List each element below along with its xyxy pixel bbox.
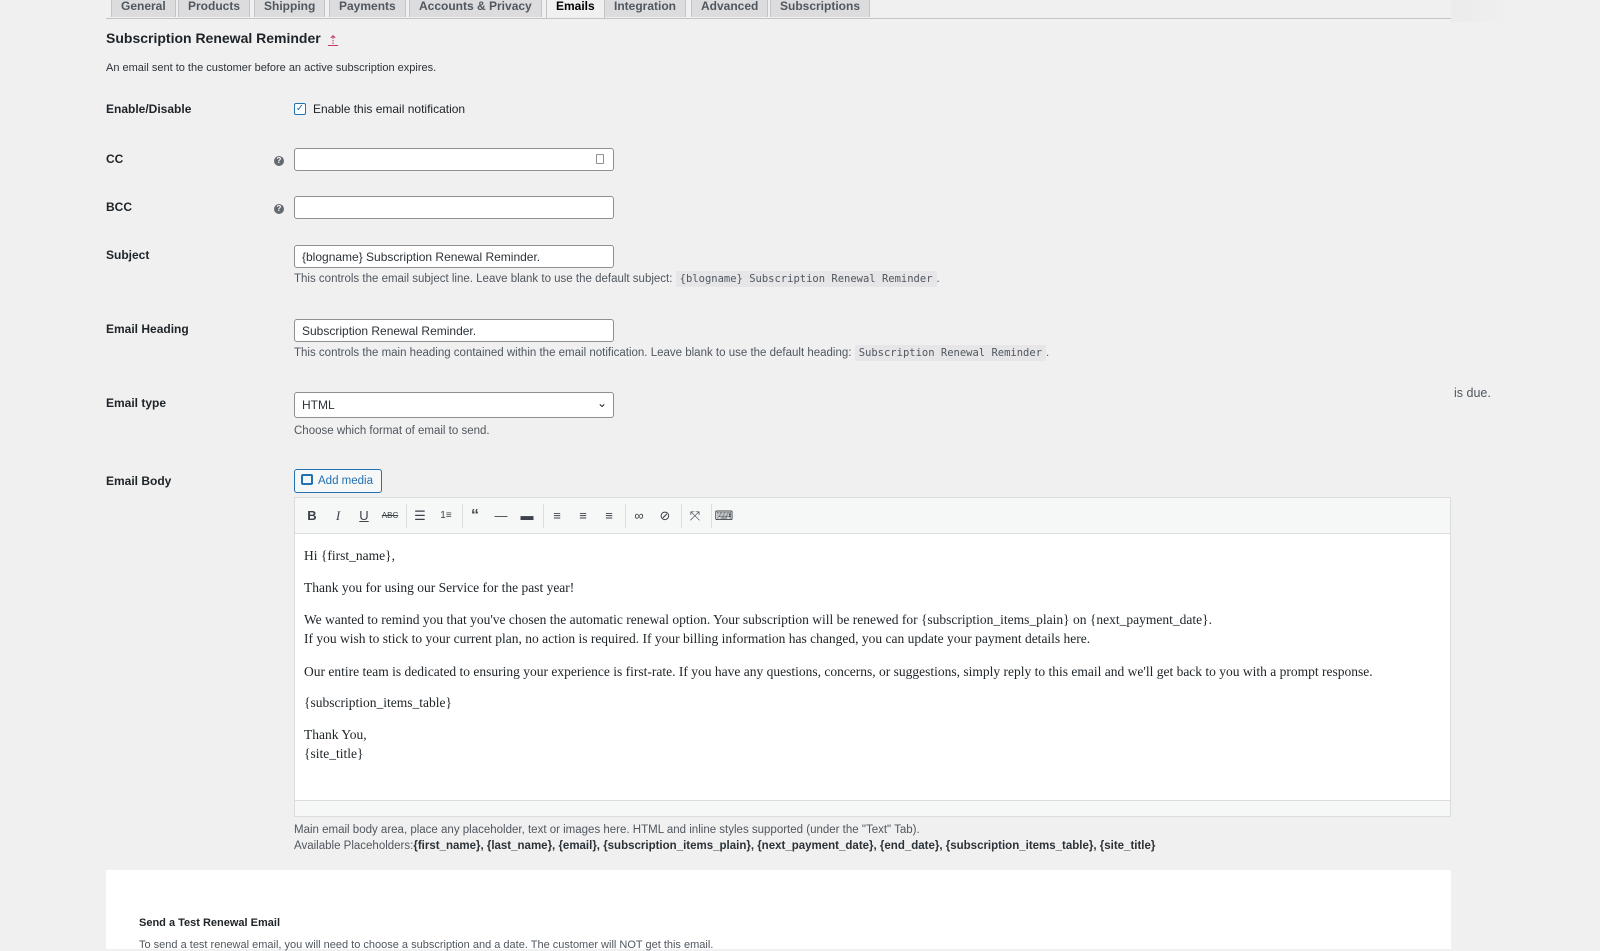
heading-label: Email Heading [106, 322, 189, 336]
heading-hint-text: This controls the main heading contained within the email notification. Leave blank to use the default heading: [294, 347, 852, 359]
bold-icon[interactable]: B [307, 508, 317, 523]
subject-hint-period: . [936, 273, 940, 285]
email-body-editor[interactable] [294, 533, 1451, 801]
body-line: {subscription_items_table} [304, 695, 452, 710]
tab-integration[interactable]: Integration [604, 0, 686, 17]
body-line: We wanted to remind you that you've chosen the automatic renewal option. Your subscription will be renewed for {subscription_items_plain} on {next_payment_date}. [304, 612, 1212, 627]
link-icon[interactable]: ∞ [634, 508, 644, 523]
placeholders-list: {first_name}, {last_name}, {email}, {subscription_items_plain}, {next_payment_date}, {end_date}, {subscription_items_table}, {site_title} [413, 840, 1156, 852]
body-line: Our entire team is dedicated to ensuring your experience is first-rate. If you have any questions, concerns, or suggestions, simply reply to this email and we'll get back to you with a prompt response. [304, 664, 1373, 679]
tab-advanced[interactable]: Advanced [691, 0, 768, 17]
chevron-down-icon: ⌄ [596, 396, 607, 410]
subject-hint [294, 273, 940, 285]
toolbar-separator [543, 504, 544, 528]
test-email-title: Send a Test Renewal Email [139, 917, 281, 929]
settings-tabs [106, 0, 1451, 19]
page-title: Subscription Renewal Reminder [106, 30, 321, 46]
tab-payments[interactable]: Payments [329, 0, 406, 17]
enable-label: Enable/Disable [106, 102, 192, 116]
read-more-icon[interactable]: ▬ [520, 508, 534, 523]
cc-help-icon[interactable]: ? [274, 156, 284, 166]
email-type-label: Email type [106, 396, 167, 410]
tab-bar-shadow [1451, 0, 1511, 22]
blockquote-icon[interactable]: “ [471, 507, 479, 524]
horizontal-rule-icon[interactable]: — [494, 508, 508, 523]
toolbar-separator [625, 504, 626, 528]
heading-input[interactable] [294, 319, 614, 342]
tab-general[interactable]: General [111, 0, 176, 17]
test-email-description-clipped [139, 939, 714, 951]
side-text: is due. [1454, 386, 1491, 400]
contact-card-icon [596, 154, 604, 164]
enable-checkbox-label[interactable]: Enable this email notification [313, 102, 466, 116]
cc-label: CC [106, 152, 124, 166]
toolbar-separator [462, 504, 463, 528]
bcc-help-icon[interactable]: ? [274, 204, 284, 214]
bcc-input[interactable] [294, 196, 614, 219]
page-description: An email sent to the customer before an active subscription expires. [106, 62, 437, 74]
align-right-icon[interactable]: ≡ [605, 508, 613, 523]
add-media-label: Add media [318, 475, 373, 487]
cc-input[interactable] [294, 148, 614, 171]
toolbar-separator [711, 504, 712, 528]
bcc-label: BCC [106, 200, 132, 214]
underline-icon[interactable]: U [359, 508, 369, 523]
tab-emails[interactable]: Emails [546, 0, 605, 18]
placeholders-prefix: Available Placeholders: [294, 840, 414, 852]
back-link-icon[interactable]: ⇡ [328, 33, 339, 47]
tab-shipping[interactable]: Shipping [254, 0, 325, 17]
heading-hint [294, 347, 1049, 359]
bullet-list-icon[interactable]: ☰ [414, 508, 426, 523]
body-line: Hi {first_name}, [304, 548, 395, 563]
email-body-hint-line2 [294, 838, 1155, 854]
body-line: If you wish to stick to your current plan, no action is required. If your billing information has changed, you can update your payment details here. [304, 631, 1091, 646]
email-body-hint-line1: Main email body area, place any placeholder, text or images here. HTML and inline styles supported (under the "Text" Tab). [294, 824, 920, 836]
strikethrough-icon[interactable]: ABC [381, 511, 399, 520]
tab-products[interactable]: Products [178, 0, 250, 17]
email-type-select[interactable] [294, 392, 614, 418]
subject-label: Subject [106, 248, 150, 262]
email-type-selected: HTML [302, 398, 335, 412]
align-left-icon[interactable]: ≡ [553, 508, 561, 523]
body-line: Thank you for using our Service for the past year! [304, 580, 575, 595]
unlink-icon[interactable]: ⊘ [659, 508, 671, 523]
editor-resize-bar[interactable] [294, 801, 1451, 817]
toolbar-separator [681, 504, 682, 528]
test-email-description: To send a test renewal email, you will need to choose a subscription and a date. The customer will NOT get this email. [139, 939, 714, 951]
toolbar-toggle-icon[interactable]: ⌨ [714, 508, 734, 523]
editor-toolbar [294, 497, 1451, 533]
subject-hint-text: This controls the email subject line. Leave blank to use the default subject: [294, 273, 673, 285]
heading-default-code: Subscription Renewal Reminder [855, 345, 1046, 361]
numbered-list-icon[interactable]: 1≡ [440, 510, 452, 521]
subject-input[interactable] [294, 245, 614, 268]
body-line: Thank You, [304, 727, 367, 742]
enable-checkbox[interactable]: ✓ [295, 103, 305, 114]
align-center-icon[interactable]: ≡ [579, 508, 587, 523]
email-type-hint: Choose which format of email to send. [294, 425, 490, 437]
tab-accounts-privacy[interactable]: Accounts & Privacy [409, 0, 542, 17]
tab-subscriptions[interactable]: Subscriptions [770, 0, 870, 17]
test-email-panel [106, 870, 1451, 949]
subject-default-code: {blogname} Subscription Renewal Reminder [676, 271, 937, 287]
toolbar-separator [406, 504, 407, 528]
media-icon [301, 474, 313, 485]
fullscreen-icon[interactable]: ⤧ [689, 508, 701, 523]
email-body-label: Email Body [106, 474, 172, 488]
italic-icon[interactable]: I [335, 508, 341, 523]
email-body-hint [294, 822, 1155, 854]
heading-hint-period: . [1046, 347, 1050, 359]
add-media-button[interactable] [294, 469, 382, 493]
body-line: {site_title} [304, 746, 364, 761]
